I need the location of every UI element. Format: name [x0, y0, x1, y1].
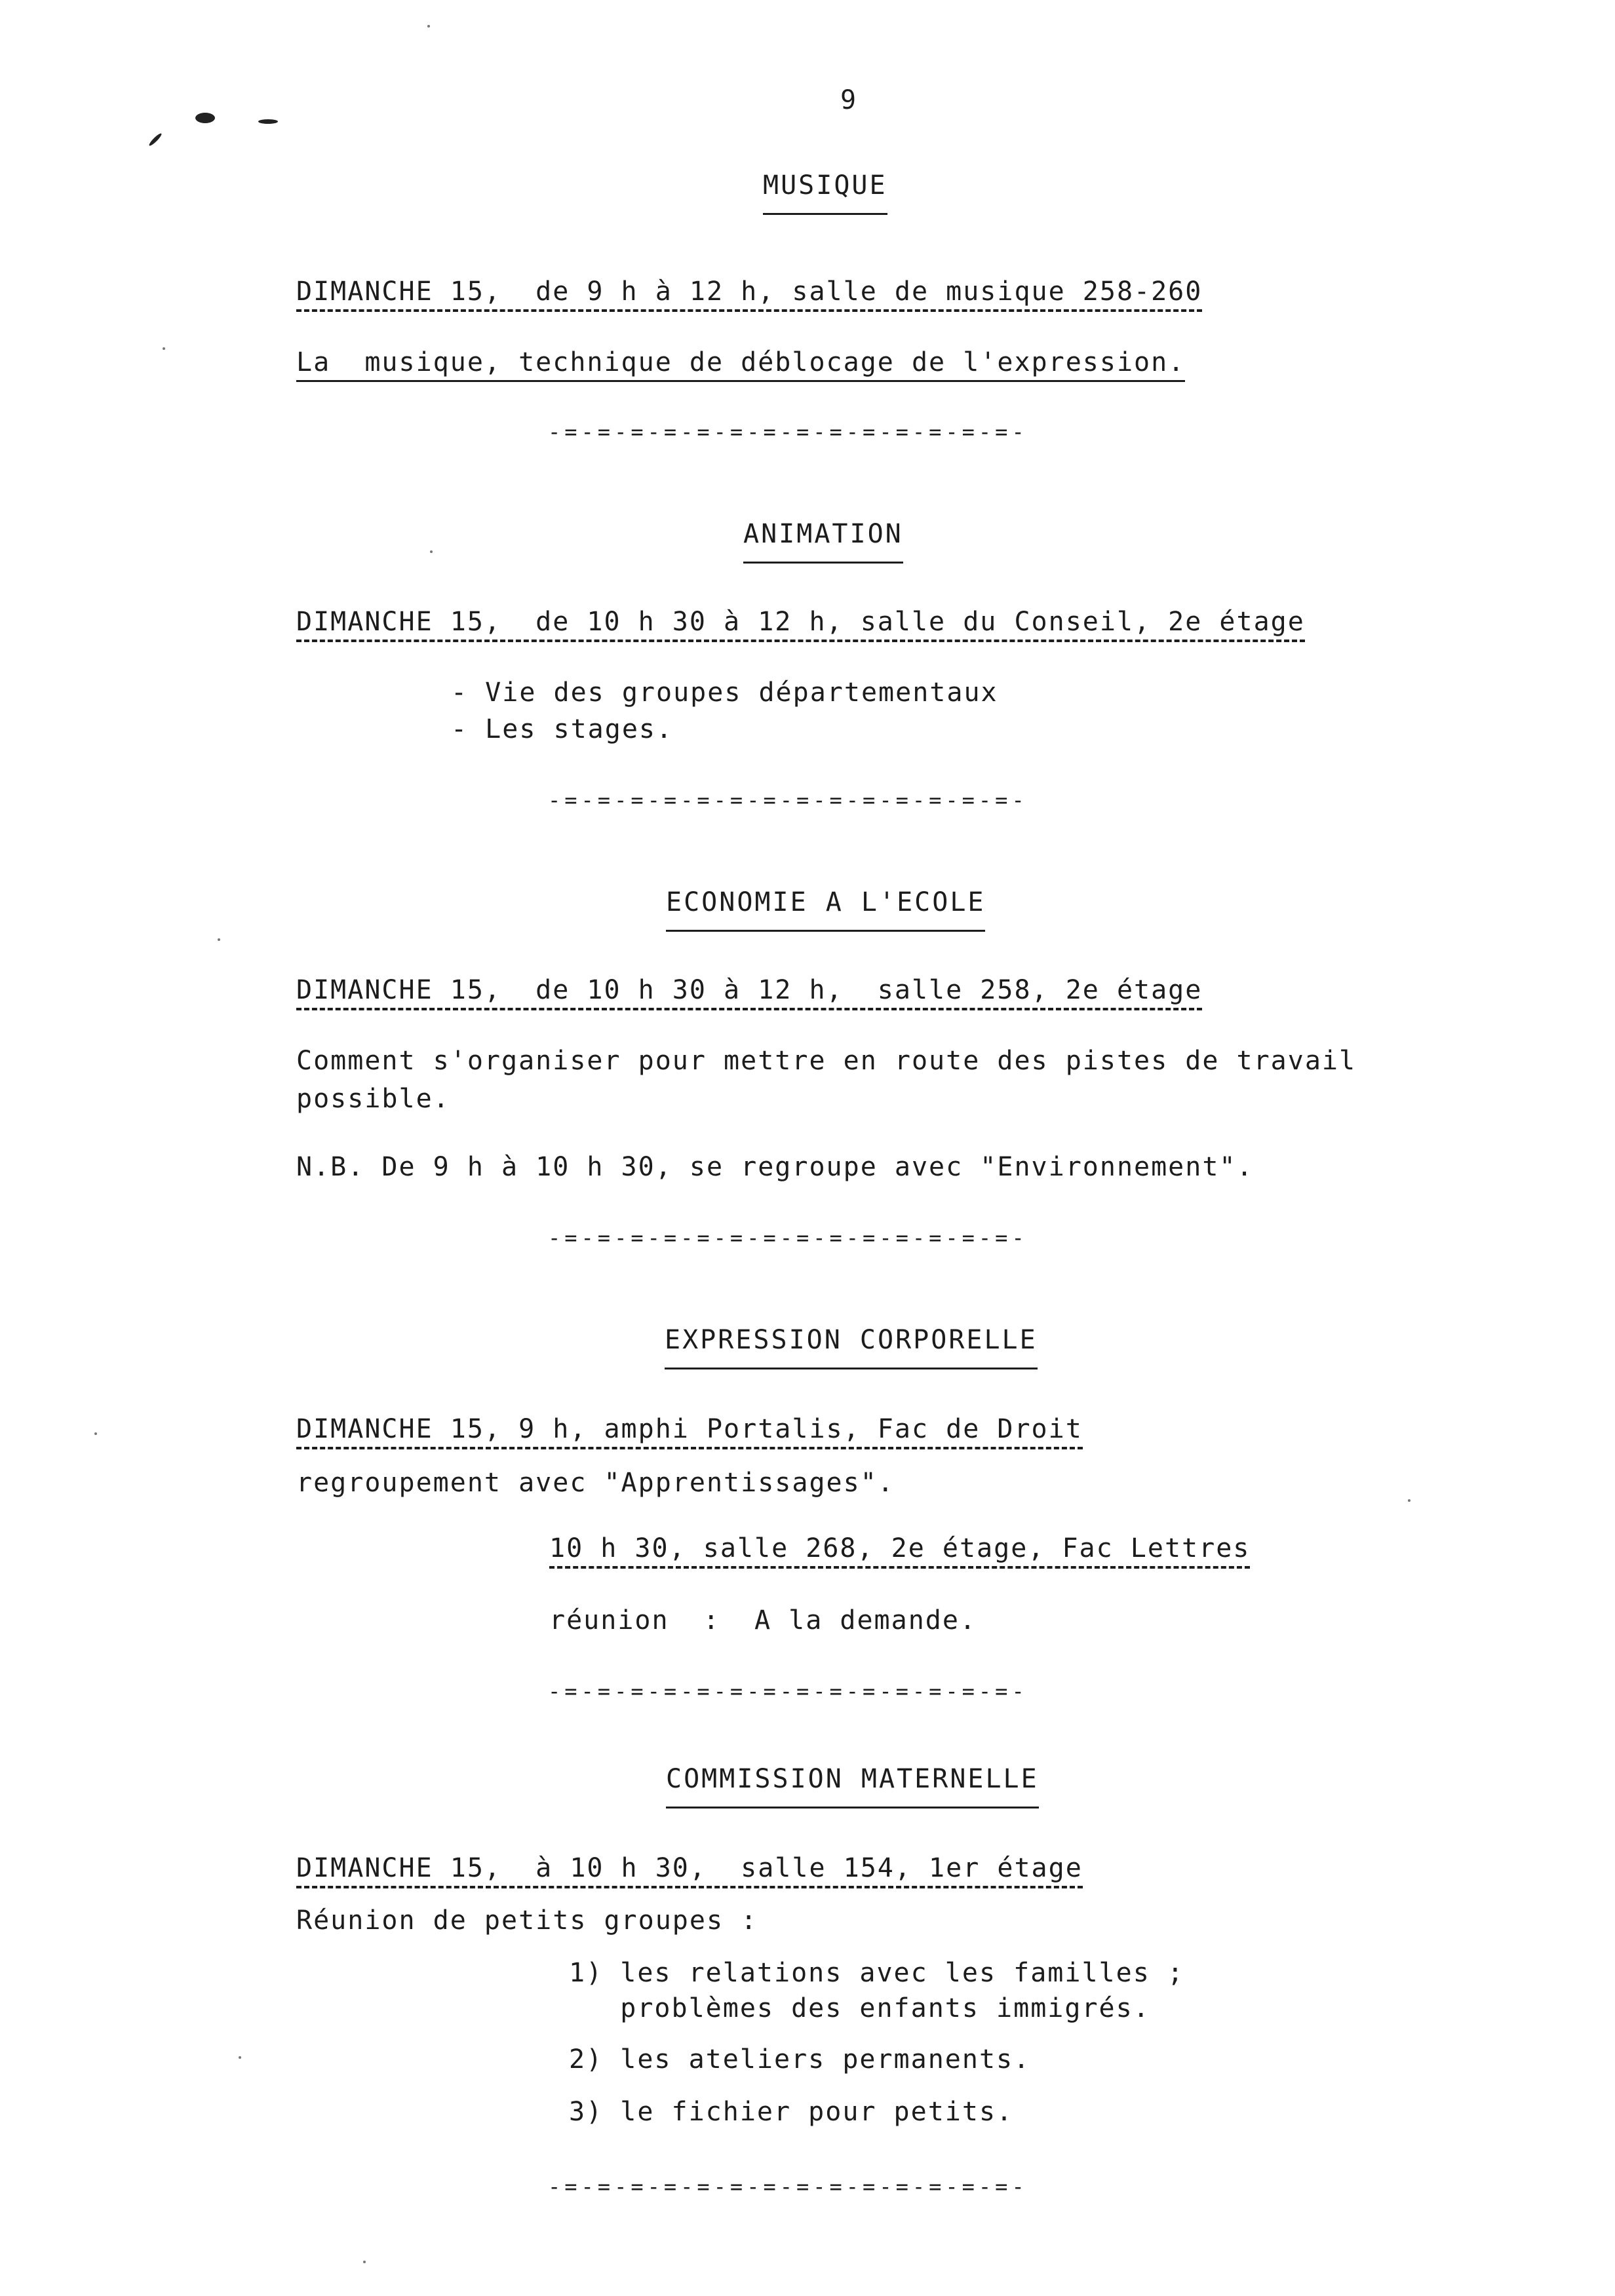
- economie-schedule: DIMANCHE 15, de 10 h 30 à 12 h, salle 258, 2e étage: [296, 974, 1202, 1010]
- scan-speck: [430, 550, 433, 553]
- maternelle-schedule: DIMANCHE 15, à 10 h 30, salle 154, 1er étage: [296, 1852, 1083, 1888]
- scan-speck: [363, 2261, 366, 2263]
- separator-5: -=-=-=-=-=-=-=-=-=-=-=-=-=-=-: [548, 2174, 1028, 2199]
- expression-regroup: regroupement avec "Apprentissages".: [296, 1468, 895, 1498]
- scan-speck: [239, 2056, 241, 2059]
- scan-speck: [427, 25, 430, 28]
- animation-item-2: - Les stages.: [451, 714, 674, 744]
- maternelle-item-1-line-1: 1) les relations avec les familles ;: [569, 1958, 1184, 1988]
- economie-text-line-2: possible.: [296, 1084, 450, 1114]
- economie-note: N.B. De 9 h à 10 h 30, se regroupe avec "Environnement".: [296, 1152, 1254, 1182]
- scan-speck: [218, 938, 220, 941]
- musique-schedule: DIMANCHE 15, de 9 h à 12 h, salle de musique 258-260: [296, 275, 1202, 312]
- separator-4: -=-=-=-=-=-=-=-=-=-=-=-=-=-=-: [548, 1679, 1028, 1704]
- musique-title: MUSIQUE: [763, 170, 887, 201]
- expression-title: EXPRESSION CORPORELLE: [665, 1325, 1038, 1355]
- page-number: 9: [840, 85, 858, 115]
- maternelle-item-3: 3) le fichier pour petits.: [569, 2097, 1014, 2127]
- economie-title: ECONOMIE A L'ECOLE: [666, 887, 986, 917]
- expression-reunion: réunion : A la demande.: [549, 1605, 977, 1636]
- expression-schedule-2: 10 h 30, salle 268, 2e étage, Fac Lettres: [549, 1532, 1250, 1569]
- ink-scratch-mark: [148, 132, 163, 147]
- animation-item-1: - Vie des groupes départementaux: [451, 678, 998, 708]
- maternelle-title: COMMISSION MATERNELLE: [666, 1764, 1039, 1794]
- maternelle-item-2: 2) les ateliers permanents.: [569, 2044, 1031, 2075]
- scan-speck: [1408, 1499, 1411, 1502]
- ink-blot-mark: [195, 113, 215, 123]
- separator-1: -=-=-=-=-=-=-=-=-=-=-=-=-=-=-: [548, 419, 1028, 444]
- separator-3: -=-=-=-=-=-=-=-=-=-=-=-=-=-=-: [548, 1225, 1028, 1250]
- animation-title: ANIMATION: [743, 519, 903, 549]
- scan-speck: [163, 347, 165, 350]
- scan-speck: [94, 1432, 97, 1435]
- animation-schedule: DIMANCHE 15, de 10 h 30 à 12 h, salle du Conseil, 2e étage: [296, 605, 1305, 642]
- separator-2: -=-=-=-=-=-=-=-=-=-=-=-=-=-=-: [548, 788, 1028, 813]
- musique-subtitle: La musique, technique de déblocage de l'expression.: [296, 346, 1185, 382]
- economie-text-line-1: Comment s'organiser pour mettre en route des pistes de travail: [296, 1046, 1357, 1076]
- ink-dash-mark: [258, 119, 278, 124]
- maternelle-item-1-line-2: problèmes des enfants immigrés.: [569, 1993, 1150, 2023]
- maternelle-intro: Réunion de petits groupes :: [296, 1905, 758, 1936]
- expression-schedule: DIMANCHE 15, 9 h, amphi Portalis, Fac de Droit: [296, 1413, 1083, 1449]
